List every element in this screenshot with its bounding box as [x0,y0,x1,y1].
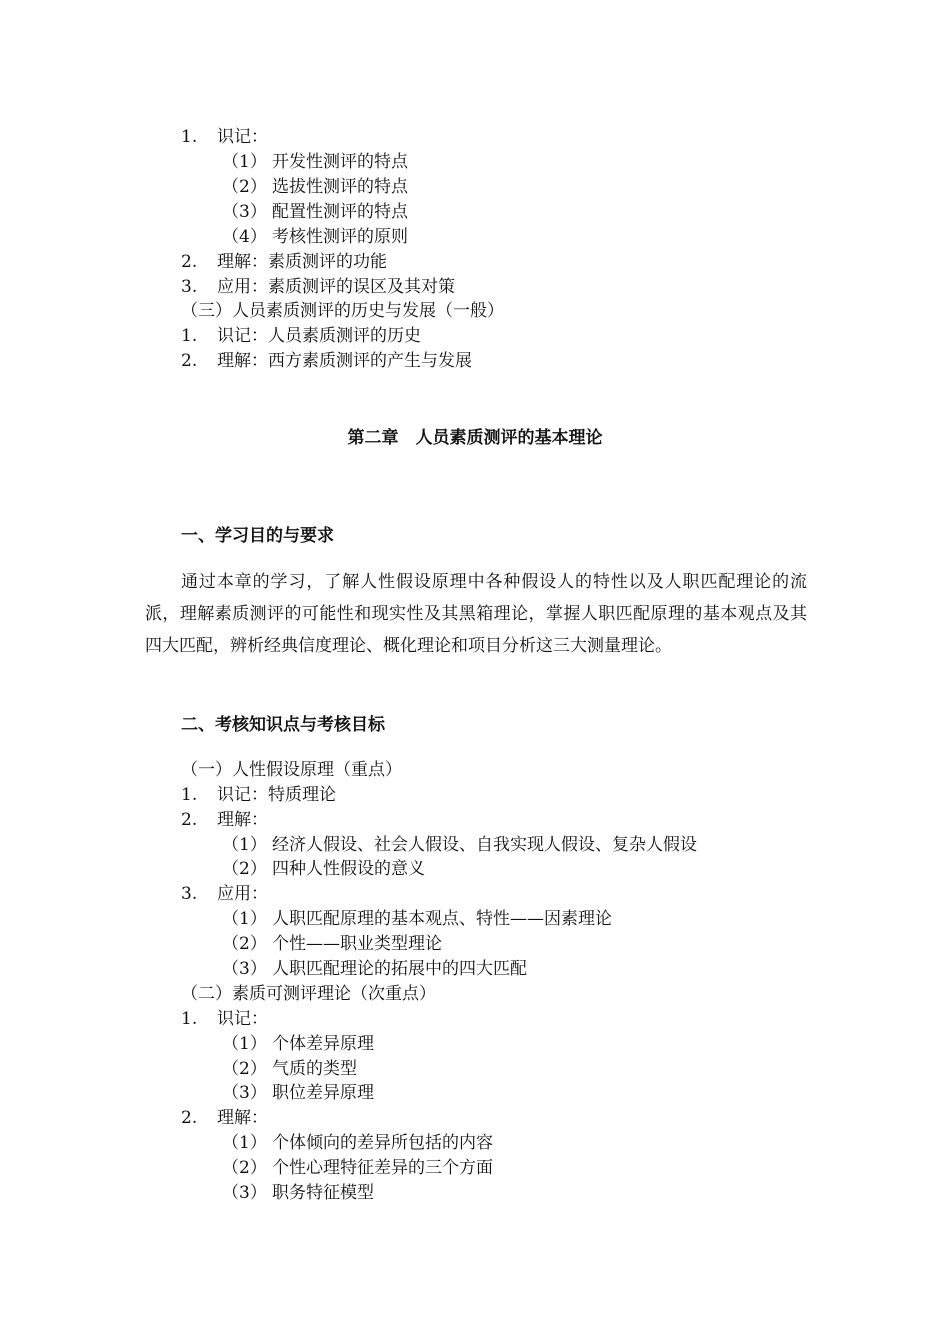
list-item: 3. 应用： [181,884,268,904]
body-paragraph: 通过本章的学习，了解人性假设原理中各种假设人的特性以及人职匹配理论的流派，理解素质测评的可能性和现实性及其黑箱理论，掌握人职匹配原理的基本观点及其四大匹配，辨析经典信度理论、概化理论和项目分析这三大测量理论。 [145,572,807,656]
list-item: （1） 经济人假设、社会人假设、自我实现人假设、复杂人假设 [222,835,697,855]
list-item: 2. 理解：素质测评的功能 [181,252,387,272]
list-item: （4） 考核性测评的原则 [222,227,408,247]
list-item: （1） 个体差异原理 [222,1034,374,1054]
list-item: （2） 个性——职业类型理论 [222,934,442,954]
chapter-title: 第二章 人员素质测评的基本理论 [347,428,603,448]
list-item: （3） 人职匹配理论的拓展中的四大匹配 [222,959,527,979]
section-title: （二）素质可测评理论（次重点） [181,984,436,1004]
list-item: （3） 职位差异原理 [222,1083,374,1103]
list-item: 1. 识记： [181,127,268,147]
list-item: 1. 识记：特质理论 [181,785,336,805]
list-item: （3） 配置性测评的特点 [222,202,408,222]
list-item: （1） 开发性测评的特点 [222,152,408,172]
section-heading: 二、考核知识点与考核目标 [181,715,385,735]
section-title: （一）人性假设原理（重点） [181,760,402,780]
list-item: 2. 理解：西方素质测评的产生与发展 [181,351,472,371]
list-item: （2） 个性心理特征差异的三个方面 [222,1158,493,1178]
list-item: 2. 理解： [181,810,268,830]
section-heading: 一、学习目的与要求 [181,526,334,546]
list-item: （1） 人职匹配原理的基本观点、特性——因素理论 [222,909,612,929]
list-item: （2） 气质的类型 [222,1059,357,1079]
list-item: 1. 识记： [181,1009,268,1029]
list-item: （2） 选拔性测评的特点 [222,177,408,197]
list-item: 1. 识记：人员素质测评的历史 [181,326,421,346]
list-item: （3） 职务特征模型 [222,1183,374,1203]
list-item: 2. 理解： [181,1108,268,1128]
section-title: （三）人员素质测评的历史与发展（一般） [181,301,504,321]
list-item: （2） 四种人性假设的意义 [222,859,425,879]
list-item: 3. 应用：素质测评的误区及其对策 [181,277,455,297]
list-item: （1） 个体倾向的差异所包括的内容 [222,1133,493,1153]
